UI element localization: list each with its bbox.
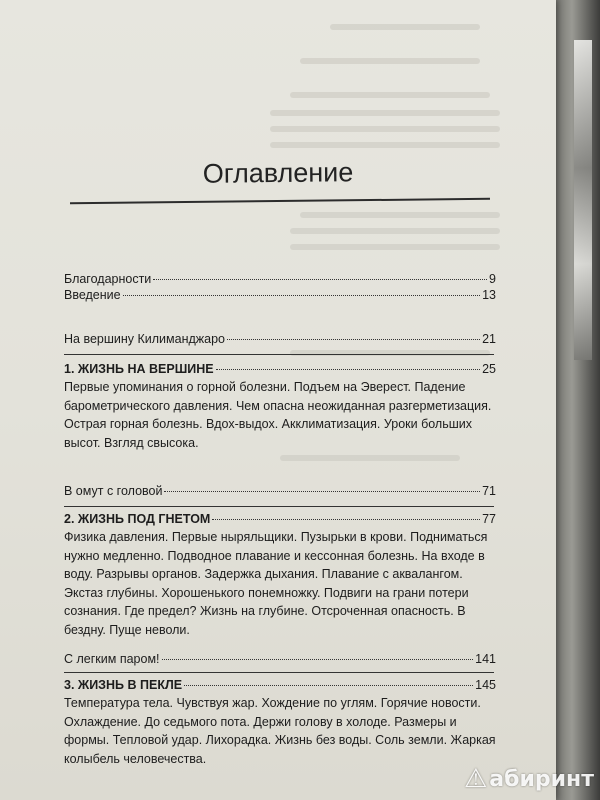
- toc-chapter-page: 77: [482, 512, 496, 526]
- toc-entry-label: Введение: [64, 288, 121, 302]
- toc-chapter-page: 25: [482, 362, 496, 376]
- toc-entry[interactable]: [64, 288, 496, 302]
- toc-entry-page: 13: [482, 288, 496, 302]
- chapter-description: Первые упоминания о горной болезни. Подъем на Эверест. Падение барометрического давления. Чем опасна неожиданная разгерметизация. Острая горная болезнь. Вдох-выдох. Акклиматизация. Уроки больших высот. Взгляд свысока.: [64, 380, 492, 450]
- toc-entry[interactable]: [64, 652, 496, 666]
- toc-entry-page: 21: [482, 332, 496, 346]
- watermark-text: абиринт: [489, 766, 594, 792]
- toc-entry[interactable]: [64, 332, 496, 346]
- leader-dots: [227, 339, 480, 340]
- leader-dots: [153, 279, 487, 280]
- leader-dots: [123, 295, 480, 296]
- section-divider: [64, 672, 494, 673]
- section-divider: [64, 506, 494, 507]
- toc-entry-label: На вершину Килиманджаро: [64, 332, 225, 346]
- toc-chapter-label: 1. ЖИЗНЬ НА ВЕРШИНЕ: [64, 362, 214, 376]
- toc-chapter[interactable]: [64, 362, 496, 376]
- toc-entry[interactable]: [64, 272, 496, 286]
- spine-highlight: [574, 40, 592, 360]
- toc-entry[interactable]: [64, 484, 496, 498]
- leader-dots: [212, 519, 480, 520]
- chapter-description: Физика давления. Первые ныряльщики. Пузырьки в крови. Подниматься нужно медленно. Подводное плавание и кессонная болезнь. На входе в воду. Разрывы органов. Задержка дыхания. Плавание с аквалангом. Экстаз глубины. Хорошенького понемножку. Подвиги на грани потери сознания. Где предел? Жизнь на глубине. Отсроченная опасность. В бездну. Пуще неволи.: [64, 530, 488, 637]
- section-divider: [64, 354, 494, 355]
- toc-entry-label: Благодарности: [64, 272, 152, 286]
- toc-entry-label: В омут с головой: [64, 484, 163, 498]
- toc-chapter[interactable]: [64, 512, 496, 526]
- toc-entry-label: С легким паром!: [64, 652, 160, 666]
- toc-chapter-page: 145: [475, 678, 496, 692]
- toc-entry-page: 9: [489, 272, 496, 286]
- leader-dots: [162, 659, 474, 660]
- toc-chapter-label: 3. ЖИЗНЬ В ПЕКЛЕ: [64, 678, 183, 692]
- toc-chapter[interactable]: [64, 678, 496, 692]
- page-title: Оглавление: [202, 157, 354, 189]
- leader-dots: [216, 369, 480, 370]
- leader-dots: [184, 685, 473, 686]
- watermark: [464, 764, 594, 794]
- toc-chapter-label: 2. ЖИЗНЬ ПОД ГНЕТОМ: [64, 512, 211, 526]
- watermark-logo-icon: ⚠: [463, 764, 488, 794]
- chapter-description: Температура тела. Чувствуя жар. Хождение по углям. Горячие новости. Охлаждение. До седьмого пота. Держи голову в холоде. Размеры и формы. Тепловой удар. Лихорадка. Жизнь без воды. Соль земли. Жаркая колыбель человечества.: [64, 696, 496, 766]
- toc-entry-page: 71: [482, 484, 496, 498]
- leader-dots: [164, 491, 480, 492]
- toc-entry-page: 141: [475, 652, 496, 666]
